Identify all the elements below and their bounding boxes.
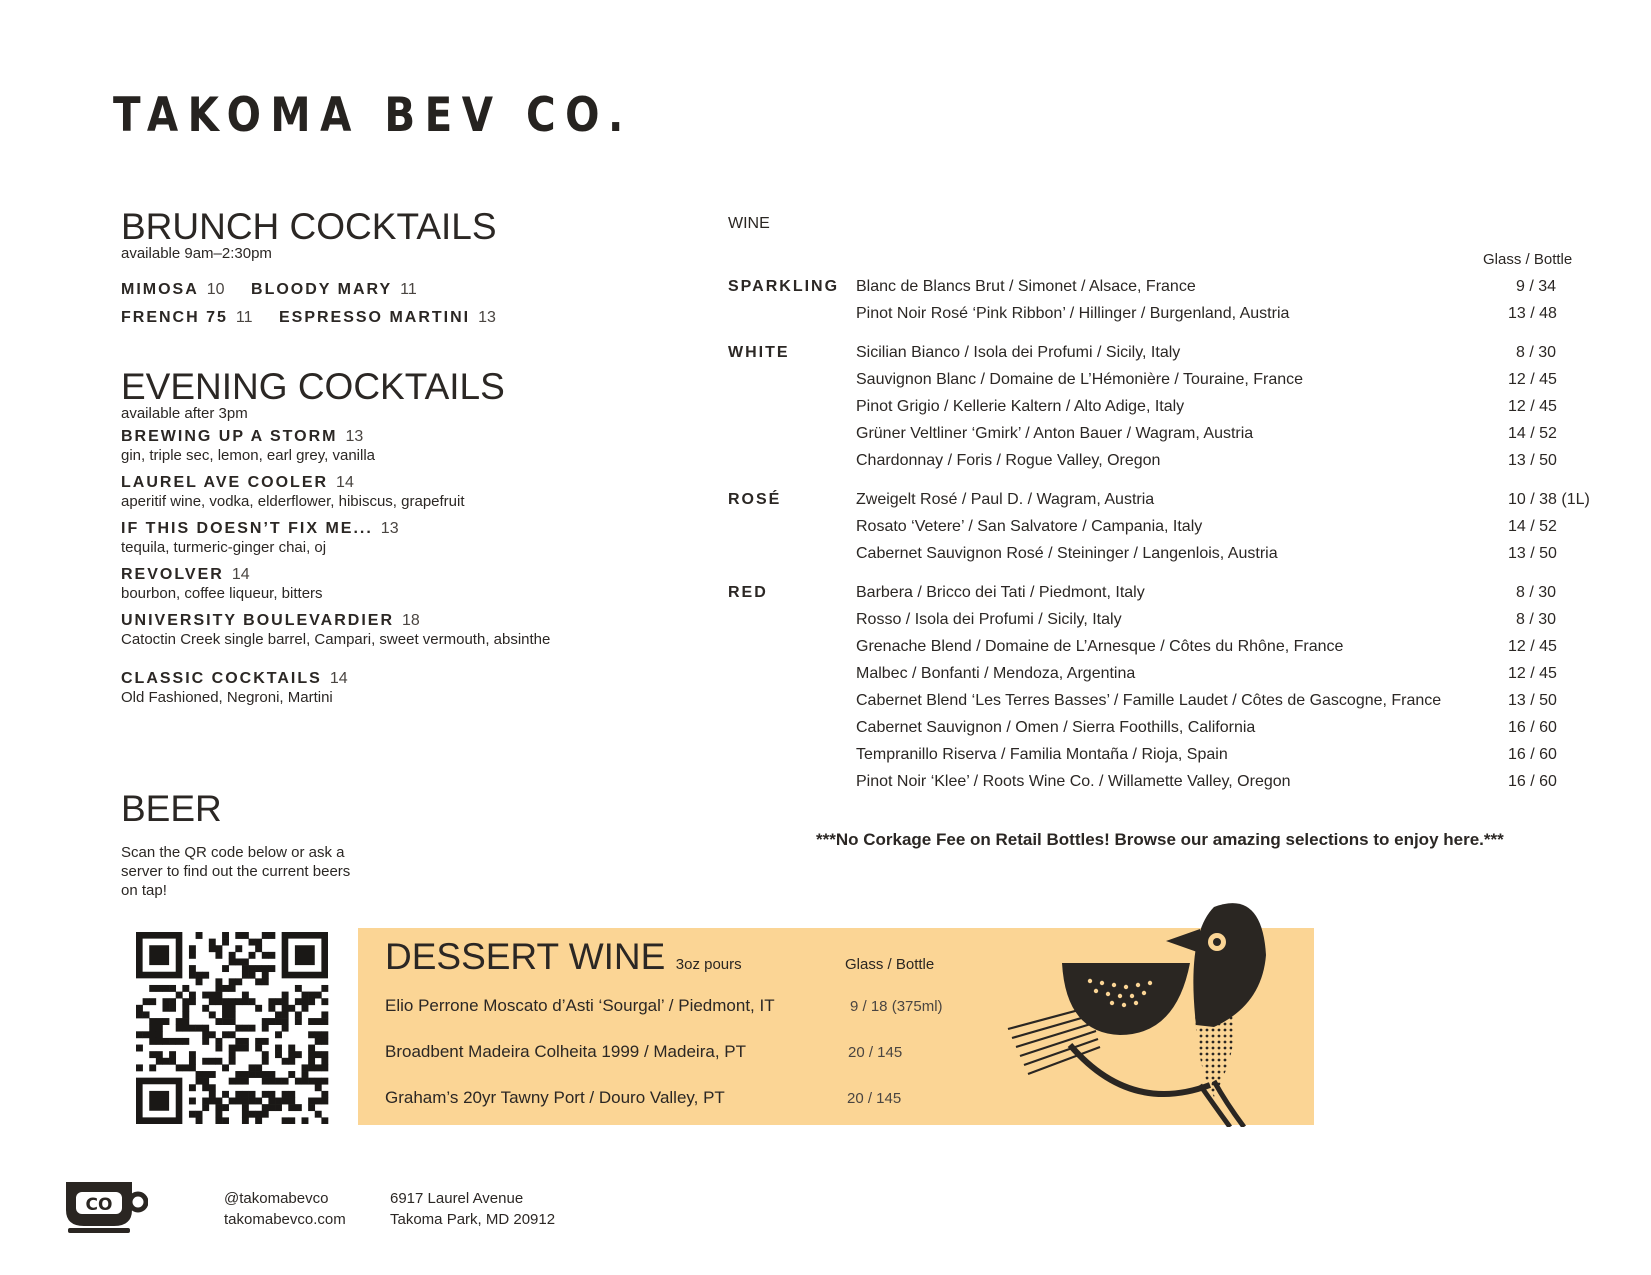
wine-price: 8 / 30 (1516, 344, 1557, 361)
wine-price: 13 / 50 (1508, 452, 1557, 469)
wine-category-label: ROSÉ (728, 491, 782, 508)
bird-illustration-icon (1000, 895, 1280, 1127)
wine-price: 10 / 38 (1L) (1508, 491, 1590, 508)
cocktail-price: 14 (231, 566, 250, 583)
cocktail-price: 13 (345, 428, 364, 445)
wine-row (856, 611, 1608, 638)
brunch-subtitle: available 9am–2:30pm (121, 245, 272, 262)
wine-price: 13 / 50 (1508, 692, 1557, 709)
brunch-item-name: FRENCH 75 (121, 309, 228, 326)
wine-row (856, 545, 1608, 572)
cocktail-desc: Catoctin Creek single barrel, Campari, sweet vermouth, absinthe (121, 631, 551, 648)
evening-list (121, 428, 681, 706)
wine-category-rose (728, 491, 1608, 572)
wine-name: Zweigelt Rosé / Paul D. / Wagram, Austria (856, 491, 1155, 508)
footer-address (390, 1188, 555, 1230)
wine-price: 16 / 60 (1508, 773, 1557, 790)
wine-row (856, 344, 1608, 371)
wine-name: Sauvignon Blanc / Domaine de L’Hémonière / Touraine, France (856, 371, 1304, 388)
cocktail-name: IF THIS DOESN’T FIX ME... (121, 520, 373, 537)
brunch-item-name: BLOODY MARY (251, 281, 393, 298)
cocktail-desc: gin, triple sec, lemon, earl grey, vanilla (121, 447, 376, 464)
brand-logo-title: TAKOMA BEV CO. (113, 88, 633, 143)
wine-name: Sicilian Bianco / Isola dei Profumi / Sicily, Italy (856, 344, 1181, 361)
wine-name: Rosso / Isola dei Profumi / Sicily, Italy (856, 611, 1122, 628)
wine-name: Pinot Noir ‘Klee’ / Roots Wine Co. / Willamette Valley, Oregon (856, 773, 1291, 790)
cocktail-name: UNIVERSITY BOULEVARDIER (121, 612, 394, 629)
wine-name: Cabernet Sauvignon Rosé / Steininger / Langenlois, Austria (856, 545, 1278, 562)
wine-name: Rosato ‘Vetere’ / San Salvatore / Campania, Italy (856, 518, 1203, 535)
wine-price: 12 / 45 (1508, 371, 1557, 388)
qr-code-icon[interactable] (136, 932, 332, 1124)
wine-row (856, 746, 1608, 773)
wine-row (856, 773, 1608, 800)
qr-code-graphic (136, 932, 332, 1124)
cocktail-price: 14 (336, 474, 354, 491)
wine-name: Pinot Noir Rosé ‘Pink Ribbon’ / Hillinger / Burgenland, Austria (856, 305, 1290, 322)
wine-category-white (728, 344, 1608, 479)
wine-row (856, 719, 1608, 746)
cocktail-name: LAUREL AVE COOLER (121, 474, 329, 491)
cocktail-name: REVOLVER (121, 566, 224, 583)
coffee-cup-logo-icon (64, 1180, 148, 1234)
cocktail-price: 14 (329, 670, 348, 687)
website-link[interactable]: takomabevco.com (224, 1211, 346, 1228)
wine-price: 9 / 34 (1516, 278, 1557, 295)
evening-section (121, 368, 681, 716)
wine-name: Tempranillo Riserva / Familia Montaña / Rioja, Spain (856, 746, 1228, 763)
wine-category-label: SPARKLING (728, 278, 840, 295)
brunch-item-price: 10 (206, 281, 225, 298)
dessert-wine-name: Broadbent Madeira Colheita 1999 / Madeira, PT (385, 1042, 746, 1061)
cocktail-desc: Old Fashioned, Negroni, Martini (121, 689, 333, 706)
wine-price: 12 / 45 (1508, 638, 1557, 655)
cocktail-desc: tequila, turmeric-ginger chai, oj (121, 539, 327, 556)
logo-text: CO (85, 1195, 113, 1215)
beer-text: Scan the QR code below or ask a server to find out the current beers on tap! (121, 844, 351, 899)
wine-row (856, 491, 1608, 518)
wine-name: Grenache Blend / Domaine de L’Arnesque / Côtes du Rhône, France (856, 638, 1344, 655)
wine-price: 8 / 30 (1516, 584, 1557, 601)
wine-title: WINE (728, 215, 770, 232)
wine-price: 13 / 50 (1508, 545, 1557, 562)
brunch-item-price: 13 (478, 309, 496, 326)
wine-row (856, 638, 1608, 665)
wine-name: Blanc de Blancs Brut / Simonet / Alsace, France (856, 278, 1196, 295)
address-line-1: 6917 Laurel Avenue (390, 1190, 524, 1207)
wine-row (856, 584, 1608, 611)
wine-price: 8 / 30 (1516, 611, 1557, 628)
wine-row (856, 518, 1608, 545)
dessert-wine-name: Graham’s 20yr Tawny Port / Douro Valley, PT (385, 1088, 725, 1107)
wine-row (856, 452, 1608, 479)
wine-name: Barbera / Bricco dei Tati / Piedmont, Italy (856, 584, 1145, 601)
dessert-title: DESSERT WINE (385, 936, 666, 977)
brunch-item-name: MIMOSA (121, 281, 199, 298)
wine-row (856, 278, 1608, 305)
brunch-item-name: ESPRESSO MARTINI (278, 309, 471, 326)
cocktail-desc: aperitif wine, vodka, elderflower, hibiscus, grapefruit (121, 493, 465, 510)
wine-price-header: Glass / Bottle (1483, 251, 1573, 268)
wine-name: Grüner Veltliner ‘Gmirk’ / Anton Bauer / Wagram, Austria (856, 425, 1254, 442)
dessert-wine-price: 20 / 145 (847, 1090, 902, 1107)
wine-name: Malbec / Bonfanti / Mendoza, Argentina (856, 665, 1136, 682)
wine-name: Chardonnay / Foris / Rogue Valley, Oregon (856, 452, 1161, 469)
cocktail-price: 18 (402, 612, 420, 629)
cocktail-name: BREWING UP A STORM (121, 428, 338, 445)
cocktail-price: 13 (380, 520, 399, 537)
cocktail-item (121, 474, 681, 510)
dessert-subtitle: 3oz pours (675, 956, 742, 973)
wine-price: 14 / 52 (1508, 425, 1557, 442)
wine-row (856, 371, 1608, 398)
wine-name: Pinot Grigio / Kellerie Kaltern / Alto Adige, Italy (856, 398, 1185, 415)
evening-title: EVENING COCKTAILS (121, 366, 505, 407)
wine-row (856, 692, 1608, 719)
wine-price: 12 / 45 (1508, 665, 1557, 682)
wine-category-sparkling (728, 278, 1608, 332)
footer-contact (224, 1188, 346, 1230)
wine-row (856, 305, 1608, 332)
social-handle-link[interactable]: @takomabevco (224, 1190, 329, 1207)
beer-title: BEER (121, 788, 222, 829)
cocktail-item (121, 428, 681, 464)
dessert-price-header: Glass / Bottle (845, 956, 935, 973)
cocktail-item (121, 670, 681, 706)
wine-category-label: RED (728, 584, 768, 601)
wine-row (856, 425, 1608, 452)
wine-row (856, 665, 1608, 692)
dessert-wine-price: 9 / 18 (375ml) (850, 998, 943, 1015)
brunch-item-price: 11 (235, 309, 253, 326)
dessert-title-row (385, 938, 742, 975)
dessert-wine-price: 20 / 145 (848, 1044, 903, 1061)
brunch-section (121, 208, 497, 332)
cocktail-item (121, 520, 681, 556)
beer-section (121, 790, 361, 900)
wine-price: 13 / 48 (1508, 305, 1557, 322)
wine-name: Cabernet Blend ‘Les Terres Basses’ / Famille Laudet / Côtes de Gascogne, France (856, 692, 1442, 709)
dessert-wine-name: Elio Perrone Moscato d’Asti ‘Sourgal’ / Piedmont, IT (385, 996, 775, 1015)
brunch-title: BRUNCH COCKTAILS (121, 206, 497, 247)
corkage-note: ***No Corkage Fee on Retail Bottles! Browse our amazing selections to enjoy here.*** (816, 830, 1504, 849)
cocktail-item (121, 612, 681, 648)
wine-category-label: WHITE (728, 344, 790, 361)
wine-category-red (728, 584, 1608, 800)
wine-price: 14 / 52 (1508, 518, 1557, 535)
cocktail-name: CLASSIC COCKTAILS (121, 670, 322, 687)
address-line-2: Takoma Park, MD 20912 (390, 1211, 556, 1228)
wine-name: Cabernet Sauvignon / Omen / Sierra Foothills, California (856, 719, 1256, 736)
brunch-list (121, 276, 497, 332)
wine-price: 16 / 60 (1508, 719, 1557, 736)
wine-price: 16 / 60 (1508, 746, 1557, 763)
wine-list (728, 278, 1608, 800)
cocktail-item (121, 566, 681, 602)
wine-row (856, 398, 1608, 425)
wine-price: 12 / 45 (1508, 398, 1557, 415)
evening-subtitle: available after 3pm (121, 405, 248, 422)
cocktail-desc: bourbon, coffee liqueur, bitters (121, 585, 323, 602)
brunch-item-price: 11 (400, 281, 417, 298)
